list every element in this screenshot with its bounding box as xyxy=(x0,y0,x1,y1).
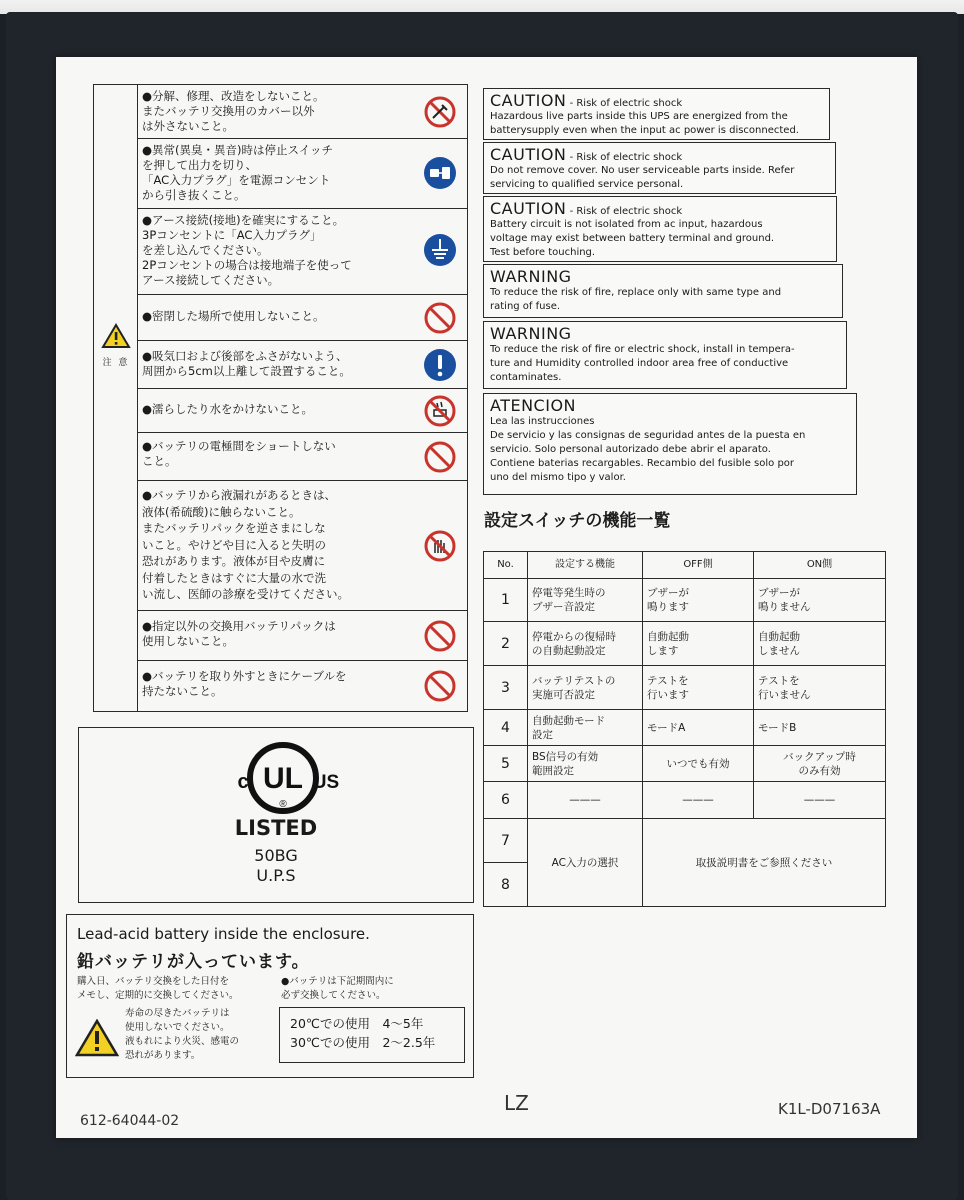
row-on: テストを 行いません xyxy=(754,666,886,710)
header-function: 設定する機能 xyxy=(528,552,643,579)
center-code: LZ xyxy=(504,1091,529,1115)
caution-row xyxy=(138,389,467,433)
row-no: 3 xyxy=(484,666,528,710)
row-on: モードB xyxy=(754,710,886,746)
row-no: 4 xyxy=(484,710,528,746)
row-on: ——— xyxy=(754,782,886,819)
row-off: モードA xyxy=(643,710,754,746)
battery-date-note: 購入日、バッテリ交換をした日付を メモし、定期的に交換してください。 xyxy=(77,976,239,1001)
warning-body: To reduce the risk of fire or electric shock, install in tempera- ture and Humidity controlled indoor area free of conductive contaminates. xyxy=(490,344,795,383)
caution-box xyxy=(483,196,837,262)
caution-row xyxy=(138,209,467,295)
caution-row-text: ●バッテリを取り外すときにケーブルを 持たないこと。 xyxy=(142,669,347,698)
battery-life-30c: 30℃での使用 2〜2.5年 xyxy=(290,1035,436,1050)
row-no: 6 xyxy=(484,782,528,819)
switch-table-title: 設定スイッチの機能一覧 xyxy=(484,511,671,531)
ul-model-line: U.P.S xyxy=(256,866,296,885)
row-no: 7 xyxy=(484,819,528,863)
caution-row-text: ●バッテリの電極間をショートしない こと。 xyxy=(142,439,336,468)
table-row xyxy=(484,666,886,710)
prohibition-icon xyxy=(423,669,457,703)
row-function: 停電等発生時の ブザー音設定 xyxy=(528,579,643,622)
ul-us-text: US xyxy=(312,772,340,793)
caution-subtitle: - Risk of electric shock xyxy=(566,152,683,163)
row-no: 5 xyxy=(484,746,528,782)
header-no: No. xyxy=(484,552,528,579)
warning-title: WARNING xyxy=(490,267,572,286)
rating-label xyxy=(56,57,917,1138)
caution-row xyxy=(138,341,467,389)
mandatory-icon xyxy=(423,348,457,382)
table-row xyxy=(484,819,886,863)
caution-box xyxy=(483,142,836,194)
row-function-merged: AC入力の選択 xyxy=(528,819,643,907)
caution-row-text: ●濡らしたり水をかけないこと。 xyxy=(142,402,314,416)
atencion-box xyxy=(483,393,857,495)
row-function: バッテリテストの 実施可否設定 xyxy=(528,666,643,710)
row-function: ——— xyxy=(528,782,643,819)
ul-listing-mark xyxy=(215,740,351,816)
table-header-row xyxy=(484,552,886,579)
caution-row xyxy=(138,139,467,209)
prohibition-icon xyxy=(423,301,457,335)
caution-subtitle: - Risk of electric shock xyxy=(566,98,683,109)
caution-triangle-icon xyxy=(101,323,131,349)
caution-side-column xyxy=(94,85,138,711)
caution-row xyxy=(138,85,467,139)
row-no: 8 xyxy=(484,863,528,907)
ul-model-block xyxy=(79,846,473,886)
table-row xyxy=(484,579,886,622)
ground-icon xyxy=(423,233,457,267)
battery-notice-box xyxy=(66,914,474,1078)
row-function: BS信号の有効 範囲設定 xyxy=(528,746,643,782)
switch-function-table xyxy=(483,551,886,907)
table-row xyxy=(484,710,886,746)
prohibition-icon xyxy=(423,619,457,653)
no-touch-icon xyxy=(423,529,457,563)
caution-row xyxy=(138,295,467,341)
part-number: 612-64044-02 xyxy=(80,1113,180,1129)
caution-table xyxy=(93,84,468,712)
atencion-body: Lea las instrucciones De servicio y las consignas de seguridad antes de la puesta en servicio. Solo personal autorizado debe abrir el aparato. Contiene baterias recargables. Recambio del fusible solo por uno del mismo tipo y valor. xyxy=(490,416,806,483)
label-code: K1L-D07163A xyxy=(778,1100,881,1118)
caution-row-text: ●指定以外の交換用バッテリパックは 使用しないこと。 xyxy=(142,619,336,648)
caution-subtitle: - Risk of electric shock xyxy=(566,206,683,217)
battery-expired-warning: 寿命の尽きたバッテリは 使用しないでください。 液もれにより火災、感電の 恐れがあります。 xyxy=(125,1008,240,1061)
caution-row xyxy=(138,481,467,611)
prohibition-icon xyxy=(423,440,457,474)
row-function: 自動起動モード 設定 xyxy=(528,710,643,746)
caution-body: Battery circuit is not isolated from ac input, hazardous voltage may exist between battery terminal and ground. Test before touching. xyxy=(490,219,775,258)
caution-row-text: ●アース接続(接地)を確実にすること。 3Pコンセントに「AC入力プラグ」 を差し込んでください。 2Pコンセントの場合は接地端子を使って アース接続してください。 xyxy=(142,213,352,287)
row-off: ブザーが 鳴ります xyxy=(643,579,754,622)
caution-row xyxy=(138,611,467,661)
ul-model-line: 50BG xyxy=(254,846,298,865)
row-off: いつでも有効 xyxy=(643,746,754,782)
row-off: ——— xyxy=(643,782,754,819)
row-no: 2 xyxy=(484,622,528,666)
caution-body: Hazardous live parts inside this UPS are energized from the batterysupply even when the input ac power is disconnected. xyxy=(490,111,799,136)
caution-row-text: ●密閉した場所で使用しないこと。 xyxy=(142,309,325,323)
warning-body: To reduce the risk of fire, replace only with same type and rating of fuse. xyxy=(490,287,782,312)
row-on: 自動起動 しません xyxy=(754,622,886,666)
battery-replace-note: ●バッテリは下記期間内に 必ず交換してください。 xyxy=(281,976,394,1001)
warning-title: WARNING xyxy=(490,324,572,343)
caution-title: CAUTION xyxy=(490,91,567,110)
warning-box xyxy=(483,321,847,389)
caution-triangle-icon xyxy=(75,1019,119,1057)
header-off: OFF側 xyxy=(643,552,754,579)
row-function: 停電からの復帰時 の自動起動設定 xyxy=(528,622,643,666)
header-on: ON側 xyxy=(754,552,886,579)
unplug-icon xyxy=(423,156,457,190)
caution-side-label: 注 意 xyxy=(102,358,130,368)
caution-row-text: ●バッテリから液漏れがあるときは、 液体(希硫酸)に触らないこと。 またバッテリパックを逆さまにしな いこと。やけどや目に入ると失明の 恐れがあります。液体が目や皮膚に 付着したときはすぐに大量の水で洗 い流し、医師の診療を受けてください。 xyxy=(142,488,349,601)
row-off: テストを 行います xyxy=(643,666,754,710)
ul-listed-box xyxy=(78,727,474,903)
caution-body: Do not remove cover. No user serviceable parts inside. Refer servicing to qualified service personal. xyxy=(490,165,795,190)
ul-text: UL xyxy=(263,762,303,795)
row-no: 1 xyxy=(484,579,528,622)
battery-notice-jp: 鉛バッテリが入っています。 xyxy=(77,952,310,972)
caution-row xyxy=(138,433,467,481)
no-water-icon xyxy=(423,394,457,428)
caution-row-text: ●吸気口および後部をふさがないよう、 周囲から5cm以上離して設置すること。 xyxy=(142,349,351,378)
ul-c-text: c xyxy=(237,771,249,793)
table-row xyxy=(484,782,886,819)
row-description-merged: 取扱説明書をご参照ください xyxy=(643,819,886,907)
table-row xyxy=(484,746,886,782)
battery-life-20c: 20℃での使用 4〜5年 xyxy=(290,1016,424,1031)
caution-row-text: ●異常(異臭・異音)時は停止スイッチ を押して出力を切り、 「AC入力プラグ」を電源コンセント から引き抜くこと。 xyxy=(142,143,334,202)
caution-title: CAUTION xyxy=(490,145,567,164)
ul-listed-text: LISTED xyxy=(234,816,318,840)
warning-box xyxy=(483,264,843,318)
ul-registered-mark: ® xyxy=(279,799,287,810)
caution-row-text: ●分解、修理、改造をしないこと。 またバッテリ交換用のカバー以外 は外さないこと。 xyxy=(142,89,325,133)
battery-life-box xyxy=(279,1007,465,1063)
caution-row xyxy=(138,661,467,711)
table-row xyxy=(484,622,886,666)
row-on: バックアップ時 のみ有効 xyxy=(754,746,886,782)
row-on: ブザーが 鳴りません xyxy=(754,579,886,622)
row-off: 自動起動 します xyxy=(643,622,754,666)
caution-title: CAUTION xyxy=(490,199,567,218)
battery-notice-en: Lead-acid battery inside the enclosure. xyxy=(77,925,370,943)
no-disassembly-icon xyxy=(423,95,457,129)
atencion-title: ATENCION xyxy=(490,396,577,415)
caution-box xyxy=(483,88,830,140)
